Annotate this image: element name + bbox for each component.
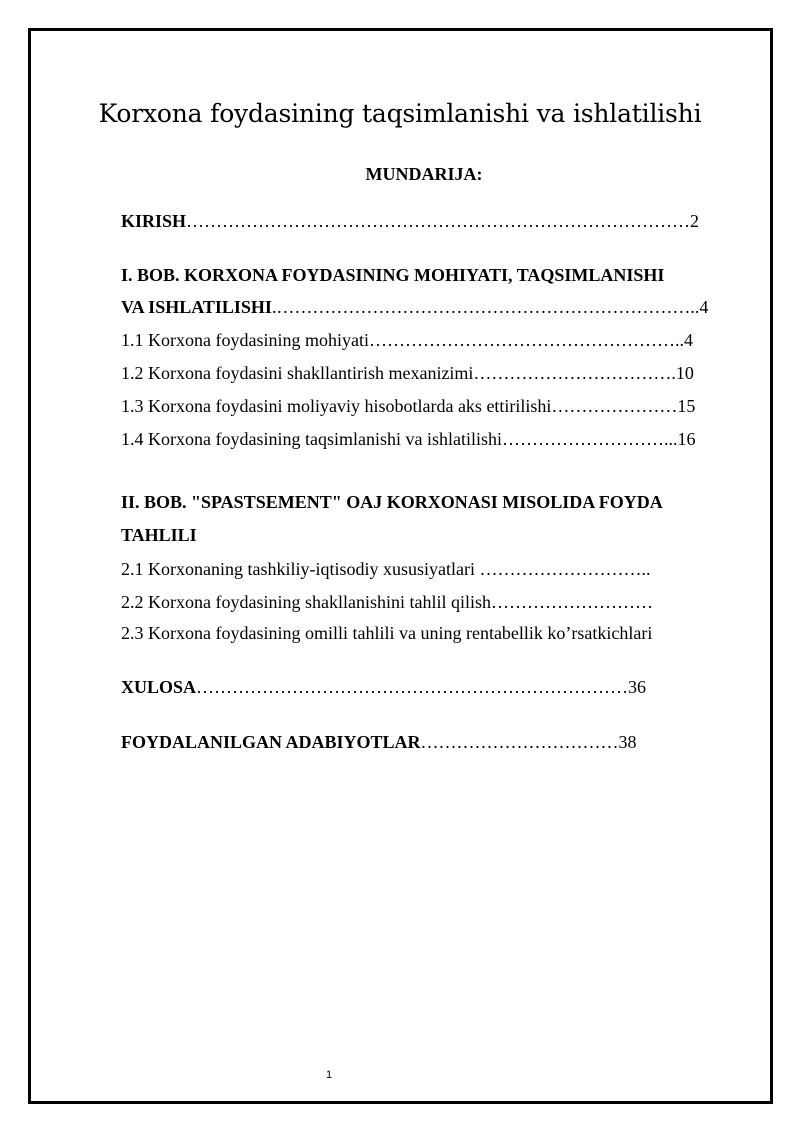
toc-entry-intro-leader: …………………………………………………………………………2: [186, 211, 700, 231]
toc-entry-1-1: 1.1 Korxona foydasining mohiyati……………………………………………..4: [121, 330, 693, 350]
toc-entry-conclusion-label: XULOSA: [121, 677, 197, 697]
document-title: Korxona foydasining taqsimlanishi va ishlatilishi: [98, 99, 702, 128]
chapter1-heading-line2: [121, 295, 708, 319]
toc-entry-2-1: 2.1 Korxonaning tashkiliy-iqtisodiy xususiyatlari ………………………..: [121, 559, 651, 579]
chapter1-heading-line1: I. BOB. KORXONA FOYDASINING MOHIYATI, TAQSIMLANISHI: [121, 265, 665, 285]
toc-entry-conclusion: [121, 675, 646, 699]
toc-entry-intro-label: KIRISH: [121, 211, 187, 231]
toc-heading: MUNDARIJA:: [365, 164, 483, 184]
toc-entry-2-3: 2.3 Korxona foydasining omilli tahlili va uning rentabellik ko’rsatkichlari: [121, 623, 653, 643]
chapter1-heading-line2-label: VA ISHLATILISHI: [121, 297, 272, 317]
toc-entry-2-2: 2.2 Korxona foydasining shakllanishini tahlil qilish………………………: [121, 592, 653, 612]
toc-entry-intro: [121, 209, 699, 233]
toc-entry-1-2: 1.2 Korxona foydasini shakllantirish mexanizimi…………………………….10: [121, 363, 694, 383]
chapter2-heading-line2: TAHLILI: [121, 525, 197, 545]
page-number: 1: [326, 1069, 333, 1081]
toc-entry-references-leader: ……………………………38: [420, 732, 637, 752]
chapter2-heading-line1: II. BOB. "SPASTSEMENT" OAJ KORXONASI MISOLIDA FOYDA: [121, 492, 663, 512]
chapter1-heading-line2-leader: .……………………………………………………………..4: [271, 297, 709, 317]
toc-entry-references-label: FOYDALANILGAN ADABIYOTLAR: [121, 732, 421, 752]
toc-entry-1-3: 1.3 Korxona foydasini moliyaviy hisobotlarda aks ettirilishi…………………15: [121, 396, 696, 416]
toc-entry-1-4: 1.4 Korxona foydasining taqsimlanishi va ishlatilishi………………………...16: [121, 429, 696, 449]
toc-entry-references: [121, 730, 637, 754]
toc-entry-conclusion-leader: ………………………………………………………………36: [196, 677, 647, 697]
